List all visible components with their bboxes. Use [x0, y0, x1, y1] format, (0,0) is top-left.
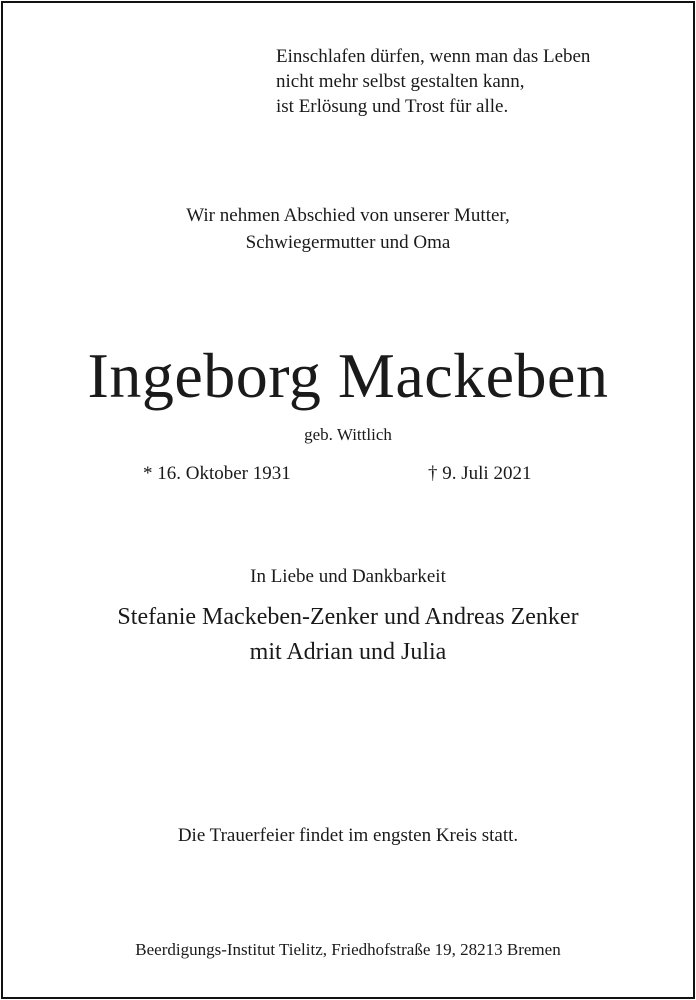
- death-date: † 9. Juli 2021: [428, 463, 532, 484]
- deceased-name: Ingeborg Mackeben: [87, 340, 609, 411]
- notice-border: [1, 1, 695, 999]
- verse-line-2: nicht mehr selbst gestalten kann,: [276, 71, 525, 92]
- ceremony-note: Die Trauerfeier findet im engsten Kreis statt.: [177, 825, 519, 846]
- birth-date: * 16. Oktober 1931: [143, 463, 291, 484]
- intro-line-1: Wir nehmen Abschied von unserer Mutter,: [186, 205, 510, 226]
- verse-line-3: ist Erlösung und Trost für alle.: [276, 96, 509, 117]
- intro-line-2: Schwiegermutter und Oma: [245, 232, 451, 253]
- verse-line-1: Einschlafen dürfen, wenn man das Leben: [276, 46, 591, 67]
- maiden-name: geb. Wittlich: [304, 425, 392, 444]
- mourners-intro: In Liebe und Dankbarkeit: [250, 566, 446, 587]
- funeral-home-footer: Beerdigungs-Institut Tielitz, Friedhofstraße 19, 28213 Bremen: [135, 940, 561, 959]
- mourners-line-2: mit Adrian und Julia: [249, 639, 447, 665]
- mourners-line-1: Stefanie Mackeben-Zenker und Andreas Zenker: [117, 604, 579, 630]
